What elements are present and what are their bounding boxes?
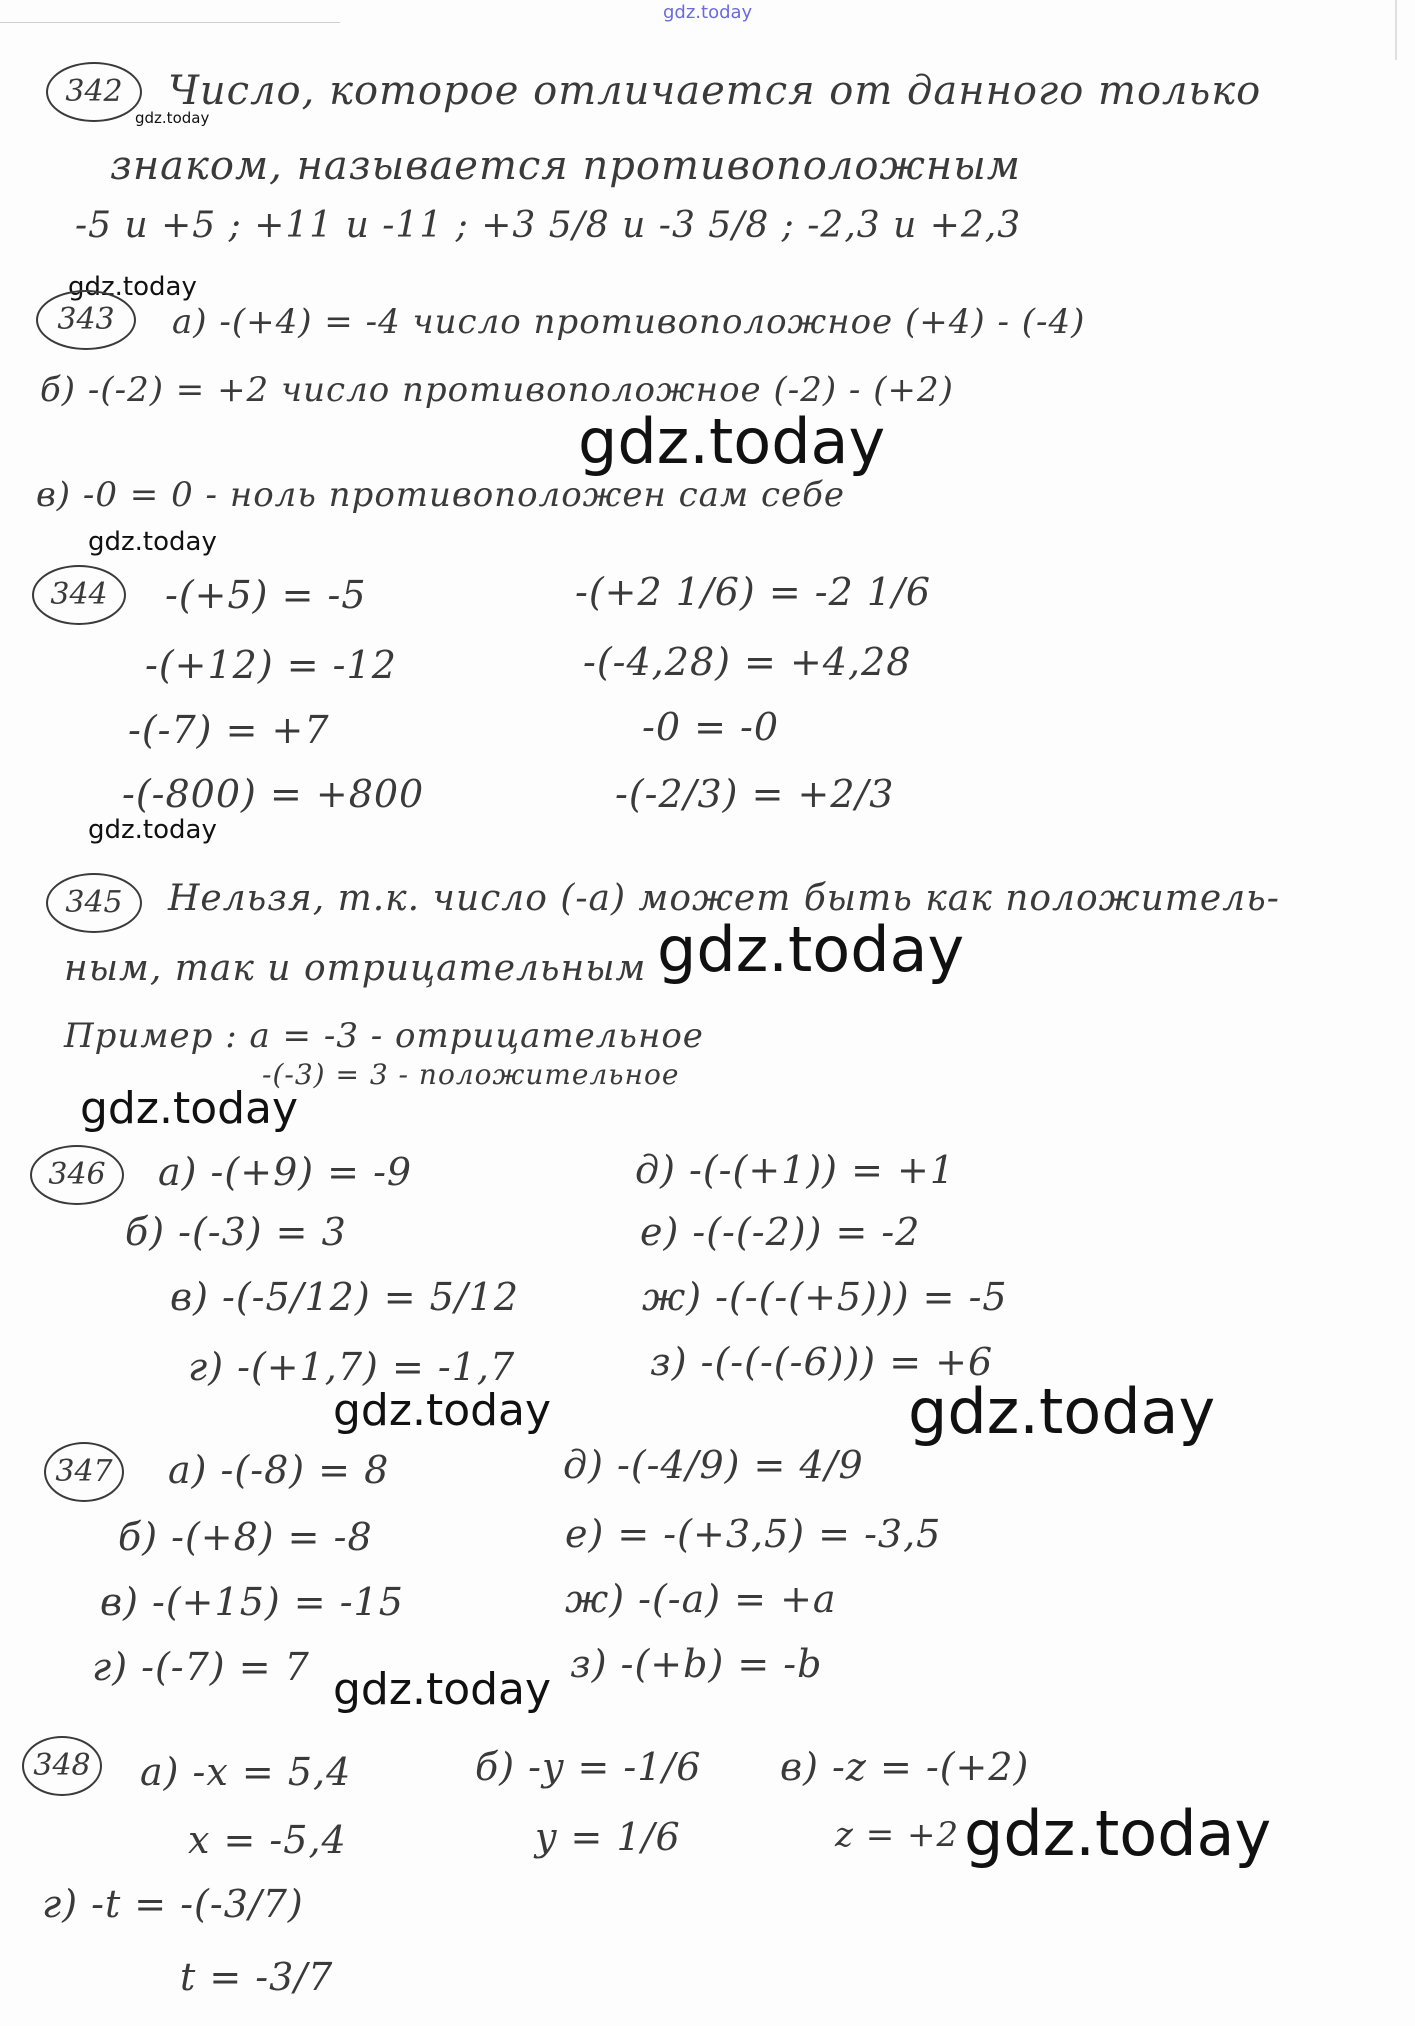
handwritten-line: б) -(-3) = 3 [125, 1210, 347, 1254]
handwritten-line: а) -x = 5,4 [140, 1750, 352, 1794]
handwritten-line: -(-2/3) = +2/3 [615, 772, 895, 816]
task-number: 345 [46, 873, 142, 933]
top-rule [0, 22, 340, 23]
handwritten-line: z = +2 [835, 1815, 960, 1855]
handwritten-line: б) -(+8) = -8 [118, 1515, 373, 1559]
task-number: 348 [22, 1736, 102, 1796]
handwritten-line: -(-4,28) = +4,28 [583, 640, 912, 684]
task-number: 343 [36, 290, 136, 350]
watermark: gdz.today [88, 815, 217, 845]
handwritten-line: -(-3) = 3 - положительное [262, 1058, 680, 1091]
handwritten-line: -(-7) = +7 [128, 708, 330, 752]
watermark: gdz.today [657, 913, 965, 986]
watermark: gdz.today [80, 1083, 299, 1134]
handwritten-line: в) -(-5/12) = 5/12 [170, 1275, 520, 1319]
watermark: gdz.today [333, 1385, 552, 1436]
handwritten-line: з) -(-(-(-6))) = +6 [650, 1340, 994, 1384]
watermark: gdz.today [908, 1375, 1216, 1448]
handwritten-line: Нельзя, т.к. число (-а) может быть как положитель- [168, 878, 1280, 919]
task-number: 347 [44, 1442, 124, 1502]
handwritten-line: е) -(-(-2)) = -2 [640, 1210, 921, 1254]
task-number: 342 [46, 62, 142, 122]
handwritten-line: е) = -(+3,5) = -3,5 [565, 1512, 942, 1556]
handwritten-line: -5 и +5 ; +11 и -11 ; +3 5/8 и -3 5/8 ; -2,3 и +2,3 [75, 205, 1022, 246]
handwritten-line: x = -5,4 [188, 1818, 347, 1862]
handwritten-line: -(-800) = +800 [122, 772, 425, 816]
handwritten-line: г) -t = -(-3/7) [42, 1882, 304, 1926]
handwritten-line: Пример : а = -3 - отрицательное [64, 1016, 704, 1056]
handwritten-line: знаком, называется противоположным [110, 143, 1021, 189]
handwritten-line: г) -(+1,7) = -1,7 [188, 1345, 516, 1389]
handwritten-line: -(+12) = -12 [145, 643, 397, 687]
handwritten-line: а) -(-8) = 8 [168, 1448, 390, 1492]
handwritten-line: б) -(-2) = +2 число противоположное (-2) - (+2) [40, 370, 954, 410]
handwritten-line: з) -(+b) = -b [570, 1642, 823, 1686]
handwritten-line: в) -z = -(+2) [780, 1745, 1030, 1789]
page-edge [1395, 0, 1397, 60]
handwritten-line: -(+2 1/6) = -2 1/6 [575, 570, 931, 614]
handwritten-line: -0 = -0 [642, 705, 780, 749]
watermark: gdz.today [964, 1797, 1272, 1870]
watermark: gdz.today [578, 405, 886, 478]
task-number: 346 [30, 1145, 124, 1205]
watermark-top: gdz.today [663, 2, 753, 23]
watermark: gdz.today [88, 527, 217, 557]
watermark: gdz.today [135, 109, 210, 127]
watermark: gdz.today [68, 272, 197, 302]
task-number: 344 [32, 565, 126, 625]
handwritten-line: а) -(+9) = -9 [158, 1150, 413, 1194]
handwritten-line: д) -(-(+1)) = +1 [635, 1148, 955, 1192]
handwritten-line: ным, так и отрицательным [64, 948, 647, 989]
handwritten-line: д) -(-4/9) = 4/9 [563, 1443, 864, 1487]
handwritten-line: ж) -(-а) = +а [565, 1577, 837, 1621]
handwritten-line: y = 1/6 [535, 1815, 681, 1859]
watermark: gdz.today [333, 1664, 552, 1715]
handwritten-line: б) -y = -1/6 [475, 1745, 702, 1789]
handwritten-line: t = -3/7 [180, 1955, 334, 1999]
handwritten-line: Число, которое отличается от данного только [168, 68, 1262, 114]
handwritten-line: в) -(+15) = -15 [100, 1580, 404, 1624]
handwritten-line: ж) -(-(-(+5))) = -5 [642, 1275, 1008, 1319]
handwritten-line: -(+5) = -5 [165, 573, 367, 617]
handwritten-line: в) -0 = 0 - ноль противоположен сам себе [36, 475, 845, 515]
handwritten-line: г) -(-7) = 7 [92, 1645, 310, 1689]
handwritten-line: а) -(+4) = -4 число противоположное (+4) - (-4) [172, 302, 1086, 342]
